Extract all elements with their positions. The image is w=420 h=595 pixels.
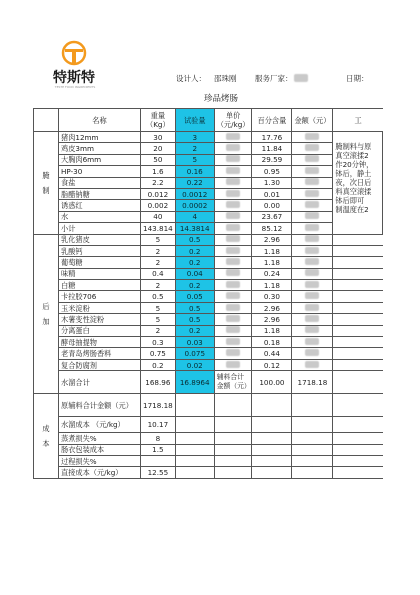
test-cell: 0.03 — [175, 337, 214, 348]
test-cell: 4 — [175, 211, 214, 222]
weight-cell: 30 — [141, 132, 176, 143]
table-row — [34, 291, 383, 302]
redacted-value — [226, 133, 240, 140]
empty-cell — [252, 417, 292, 433]
ingredient-name: 分离蛋白 — [59, 325, 141, 336]
table-row — [34, 257, 383, 268]
amount-cell — [292, 348, 333, 359]
process-cell — [333, 348, 383, 359]
redacted-value — [226, 224, 240, 231]
unit-price-cell — [214, 166, 252, 177]
weight-cell: 0.012 — [141, 188, 176, 199]
redacted-value — [305, 281, 319, 288]
test-cell: 0.2 — [175, 325, 214, 336]
redacted-value — [305, 178, 319, 185]
table-row — [34, 177, 383, 188]
empty-cell — [175, 455, 214, 466]
section-pickle: 腌 制 — [34, 132, 59, 235]
redacted-value — [305, 304, 319, 311]
empty-cell — [252, 433, 292, 444]
process-cell — [333, 257, 383, 268]
cost-row — [34, 394, 383, 417]
empty-cell — [214, 417, 252, 433]
redacted-value — [226, 292, 240, 299]
percent-cell: 2.96 — [252, 234, 292, 245]
cost-name: 肠衣包装成本 — [59, 444, 141, 455]
cost-value: 8 — [141, 433, 176, 444]
amount-cell — [292, 223, 333, 234]
amount-cell — [292, 245, 333, 256]
empty-cell — [292, 467, 333, 478]
redacted-value — [305, 190, 319, 197]
weight-cell: 2 — [141, 325, 176, 336]
ingredient-name: 玉米淀粉 — [59, 302, 141, 313]
date-label: 日期： — [346, 74, 369, 83]
redacted-value — [226, 201, 240, 208]
process-note-line: 作20分钟， — [335, 160, 374, 169]
table-row — [34, 234, 383, 245]
redacted-value — [226, 167, 240, 174]
redacted-value — [226, 190, 240, 197]
weight-cell: 2 — [141, 280, 176, 291]
test-cell: 0.2 — [175, 245, 214, 256]
cost-row — [34, 433, 383, 444]
redacted-value — [305, 133, 319, 140]
redacted-value — [226, 281, 240, 288]
table-row — [34, 166, 383, 177]
ingredient-name: 水 — [59, 211, 141, 222]
designer-name: 邵珠刚 — [214, 74, 237, 83]
cost-value — [141, 455, 176, 466]
ingredient-name: 老青岛烤肠香料 — [59, 348, 141, 359]
section-add: 后 加 — [34, 234, 59, 394]
table-row — [34, 143, 383, 154]
test-cell: 2 — [175, 143, 214, 154]
redacted-value — [226, 144, 240, 151]
unit-price-cell — [214, 325, 252, 336]
amount-cell — [292, 302, 333, 313]
ingredient-name: 诱惑红 — [59, 200, 141, 211]
redacted-value — [305, 258, 319, 265]
water-total-row — [34, 371, 383, 394]
redacted-value — [226, 326, 240, 333]
redacted-value — [226, 361, 240, 368]
header-test: 试验量 — [175, 109, 214, 132]
percent-cell: 0.44 — [252, 348, 292, 359]
empty-cell — [175, 433, 214, 444]
empty-cell — [214, 433, 252, 444]
unit-price-cell — [214, 291, 252, 302]
recipe-table — [33, 108, 383, 479]
amount-cell — [292, 154, 333, 165]
empty-cell — [292, 444, 333, 455]
process-note-line: 真空滚揉2 — [335, 151, 369, 160]
amount-cell — [292, 166, 333, 177]
percent-cell: 1.30 — [252, 177, 292, 188]
weight-cell: 0.3 — [141, 337, 176, 348]
ingredient-name: 猪肉12mm — [59, 132, 141, 143]
water-total-test: 16.8964 — [175, 371, 214, 394]
redacted-value — [305, 247, 319, 254]
percent-cell: 2.96 — [252, 302, 292, 313]
logo-tagline: TESTE FOOD INGREDIENTS — [54, 85, 96, 89]
amount-cell — [292, 280, 333, 291]
ingredient-name: 大胸肉6mm — [59, 154, 141, 165]
empty-cell — [333, 455, 383, 466]
header-percent: 百分含量 — [252, 109, 292, 132]
unit-price-cell — [214, 188, 252, 199]
cost-value: 12.55 — [141, 467, 176, 478]
empty-cell — [292, 433, 333, 444]
table-row — [34, 325, 383, 336]
empty-cell — [252, 455, 292, 466]
test-cell: 0.0012 — [175, 188, 214, 199]
redacted-value — [305, 155, 319, 162]
weight-cell: 2.2 — [141, 177, 176, 188]
manufacturer-redacted — [294, 74, 308, 84]
empty-cell — [292, 417, 333, 433]
unit-price-cell — [214, 302, 252, 313]
empty-cell — [175, 417, 214, 433]
empty-cell — [175, 467, 214, 478]
test-cell: 3 — [175, 132, 214, 143]
empty-cell — [333, 433, 383, 444]
ingredient-name: 白糖 — [59, 280, 141, 291]
ingredient-name: 乳酸钙 — [59, 245, 141, 256]
redacted-value — [226, 304, 240, 311]
amount-cell — [292, 291, 333, 302]
test-cell: 0.2 — [175, 257, 214, 268]
ingredient-name: 鸡皮3mm — [59, 143, 141, 154]
table-row — [34, 302, 383, 313]
amount-cell — [292, 257, 333, 268]
redacted-value — [305, 361, 319, 368]
test-cell: 0.5 — [175, 234, 214, 245]
redacted-value — [226, 269, 240, 276]
unit-price-cell — [214, 280, 252, 291]
redacted-value — [305, 201, 319, 208]
header-name: 名称 — [59, 109, 141, 132]
unit-price-cell — [214, 245, 252, 256]
process-cell — [333, 371, 383, 394]
cost-value: 1.5 — [141, 444, 176, 455]
unit-price-cell — [214, 257, 252, 268]
redacted-value — [305, 167, 319, 174]
weight-cell: 50 — [141, 154, 176, 165]
weight-cell: 0.002 — [141, 200, 176, 211]
ingredient-name: 食盐 — [59, 177, 141, 188]
process-cell — [333, 314, 383, 325]
weight-cell: 143.814 — [141, 223, 176, 234]
empty-cell — [214, 455, 252, 466]
empty-cell — [333, 394, 383, 417]
ingredient-name: 卡拉胶706 — [59, 291, 141, 302]
redacted-value — [226, 258, 240, 265]
amount-cell — [292, 132, 333, 143]
amount-cell — [292, 314, 333, 325]
logo-brand-text: 特斯特 — [53, 70, 95, 86]
empty-cell — [214, 467, 252, 478]
percent-cell: 0.30 — [252, 291, 292, 302]
test-cell: 5 — [175, 154, 214, 165]
test-cell: 0.05 — [175, 291, 214, 302]
percent-cell: 1.18 — [252, 245, 292, 256]
test-cell: 0.5 — [175, 314, 214, 325]
ingredient-name: 葡萄糖 — [59, 257, 141, 268]
cost-row — [34, 417, 383, 433]
process-notes — [333, 132, 383, 235]
test-cell: 0.16 — [175, 166, 214, 177]
ingredient-name: 复合防腐剂 — [59, 359, 141, 370]
weight-cell: 0.4 — [141, 268, 176, 279]
table-row — [34, 245, 383, 256]
unit-price-cell — [214, 268, 252, 279]
weight-cell: 20 — [141, 143, 176, 154]
empty-cell — [292, 455, 333, 466]
empty-cell — [292, 394, 333, 417]
percent-cell: 0.00 — [252, 200, 292, 211]
process-cell — [333, 245, 383, 256]
empty-cell — [175, 394, 214, 417]
redacted-value — [226, 178, 240, 185]
weight-cell: 40 — [141, 211, 176, 222]
cost-row — [34, 444, 383, 455]
percent-cell: 1.18 — [252, 280, 292, 291]
unit-price-cell — [214, 337, 252, 348]
percent-cell: 2.96 — [252, 314, 292, 325]
empty-cell — [252, 394, 292, 417]
empty-cell — [175, 444, 214, 455]
empty-cell — [252, 444, 292, 455]
unit-price-cell — [214, 359, 252, 370]
percent-cell: 1.18 — [252, 257, 292, 268]
test-cell: 0.0002 — [175, 200, 214, 211]
table-row — [34, 348, 383, 359]
amount-cell — [292, 177, 333, 188]
subtotal-row — [34, 223, 383, 234]
amount-cell — [292, 234, 333, 245]
header-amount: 金额（元） — [292, 109, 333, 132]
test-cell: 0.5 — [175, 302, 214, 313]
percent-cell: 0.01 — [252, 188, 292, 199]
header-empty — [34, 109, 59, 132]
unit-price-cell — [214, 211, 252, 222]
ingredient-name: 酵母抽提物 — [59, 337, 141, 348]
unit-price-cell — [214, 223, 252, 234]
test-cell: 0.075 — [175, 348, 214, 359]
amount-cell — [292, 268, 333, 279]
empty-cell — [214, 444, 252, 455]
process-cell — [333, 268, 383, 279]
header-row — [34, 109, 383, 132]
unit-price-cell — [214, 348, 252, 359]
redacted-value — [226, 235, 240, 242]
aux-total-label: 辅料合计金额（元） — [214, 371, 252, 394]
redacted-value — [305, 292, 319, 299]
amount-cell — [292, 325, 333, 336]
table-row — [34, 188, 383, 199]
percent-cell: 11.84 — [252, 143, 292, 154]
unit-price-cell — [214, 143, 252, 154]
redacted-value — [305, 315, 319, 322]
unit-price-cell — [214, 234, 252, 245]
unit-price-cell — [214, 154, 252, 165]
unit-price-cell — [214, 314, 252, 325]
weight-cell: 0.2 — [141, 359, 176, 370]
cost-name: 原辅料合计金额（元） — [59, 394, 141, 417]
redacted-value — [305, 326, 319, 333]
redacted-value — [305, 349, 319, 356]
percent-cell: 0.24 — [252, 268, 292, 279]
empty-cell — [333, 444, 383, 455]
percent-cell: 17.76 — [252, 132, 292, 143]
ingredient-name: 木薯变性淀粉 — [59, 314, 141, 325]
process-cell — [333, 291, 383, 302]
header-weight: 重量（Kg） — [141, 109, 176, 132]
weight-cell: 0.5 — [141, 291, 176, 302]
process-cell — [333, 280, 383, 291]
section-cost: 成 本 — [34, 394, 59, 479]
table-row — [34, 280, 383, 291]
test-cell: 0.04 — [175, 268, 214, 279]
logo-mark-icon — [60, 40, 88, 68]
percent-cell: 0.18 — [252, 337, 292, 348]
percent-cell: 1.18 — [252, 325, 292, 336]
water-total-weight: 168.96 — [141, 371, 176, 394]
cost-name: 水溜成本 （元/kg） — [59, 417, 141, 433]
weight-cell: 5 — [141, 234, 176, 245]
empty-cell — [333, 417, 383, 433]
cost-name: 蒸煮损失% — [59, 433, 141, 444]
redacted-value — [226, 315, 240, 322]
cost-value: 1718.18 — [141, 394, 176, 417]
header-process: 工 — [333, 109, 383, 132]
page-title: 珍品烤肠 — [204, 94, 239, 104]
test-cell: 0.22 — [175, 177, 214, 188]
weight-cell: 5 — [141, 302, 176, 313]
redacted-value — [305, 338, 319, 345]
header-unit-price: 单价（元/kg） — [214, 109, 252, 132]
weight-cell: 2 — [141, 245, 176, 256]
weight-cell: 2 — [141, 257, 176, 268]
table-row — [34, 211, 383, 222]
cost-name: 过程损失% — [59, 455, 141, 466]
unit-price-cell — [214, 177, 252, 188]
process-cell — [333, 325, 383, 336]
company-logo — [44, 40, 104, 90]
redacted-value — [226, 247, 240, 254]
redacted-value — [226, 338, 240, 345]
test-cell: 0.2 — [175, 280, 214, 291]
redacted-value — [305, 212, 319, 219]
empty-cell — [252, 467, 292, 478]
percent-cell: 0.95 — [252, 166, 292, 177]
ingredient-name: 乳化猪皮 — [59, 234, 141, 245]
redacted-value — [305, 269, 319, 276]
ingredient-name: HP-30 — [59, 166, 141, 177]
test-cell: 0.02 — [175, 359, 214, 370]
ingredient-name: 脂醋钠糖 — [59, 188, 141, 199]
redacted-value — [305, 235, 319, 242]
cost-name: 直接成本（元/kg） — [59, 467, 141, 478]
ingredient-name: 味精 — [59, 268, 141, 279]
process-cell — [333, 302, 383, 313]
manufacturer-label: 服务厂家： — [255, 74, 293, 83]
water-total-percent: 100.00 — [252, 371, 292, 394]
process-note-line: 钵后即可 — [335, 196, 365, 205]
water-total-amount: 1718.18 — [292, 371, 333, 394]
redacted-value — [305, 144, 319, 151]
amount-cell — [292, 143, 333, 154]
amount-cell — [292, 337, 333, 348]
table-row — [34, 337, 383, 348]
table-row — [34, 268, 383, 279]
cost-value: 10.17 — [141, 417, 176, 433]
process-cell — [333, 234, 383, 245]
process-note-line: 料真空滚揉 — [335, 187, 372, 196]
process-note-line: 制温度在2 — [335, 205, 369, 214]
water-total-name: 水溜合计 — [59, 371, 141, 394]
table-row — [34, 359, 383, 370]
amount-cell — [292, 200, 333, 211]
process-cell — [333, 337, 383, 348]
redacted-value — [226, 212, 240, 219]
process-note-line: 腌制料与原 — [335, 142, 372, 151]
amount-cell — [292, 188, 333, 199]
weight-cell: 0.75 — [141, 348, 176, 359]
amount-cell — [292, 211, 333, 222]
unit-price-cell — [214, 132, 252, 143]
redacted-value — [305, 224, 319, 231]
designer-label: 设计人： — [176, 74, 206, 83]
weight-cell: 1.6 — [141, 166, 176, 177]
process-note-line: 夜，次日后 — [335, 178, 372, 187]
weight-cell: 5 — [141, 314, 176, 325]
percent-cell: 0.12 — [252, 359, 292, 370]
cost-row — [34, 455, 383, 466]
table-row — [34, 200, 383, 211]
process-note-line: 钵后，静土 — [335, 169, 372, 178]
table-row — [34, 314, 383, 325]
cost-row — [34, 467, 383, 478]
percent-cell: 29.59 — [252, 154, 292, 165]
amount-cell — [292, 359, 333, 370]
percent-cell: 23.67 — [252, 211, 292, 222]
table-row — [34, 132, 383, 143]
ingredient-name: 小计 — [59, 223, 141, 234]
redacted-value — [226, 349, 240, 356]
table-row — [34, 154, 383, 165]
empty-cell — [333, 467, 383, 478]
redacted-value — [226, 155, 240, 162]
test-cell: 14.3814 — [175, 223, 214, 234]
process-cell — [333, 359, 383, 370]
empty-cell — [214, 394, 252, 417]
unit-price-cell — [214, 200, 252, 211]
percent-cell: 85.12 — [252, 223, 292, 234]
